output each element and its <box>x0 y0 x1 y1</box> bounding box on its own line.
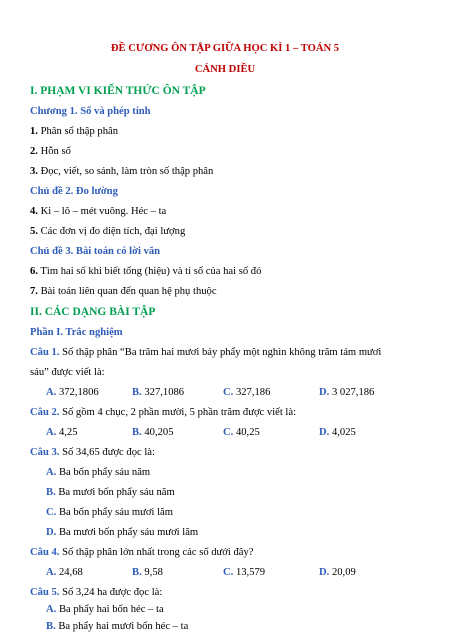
option-c: C. 327,186 <box>223 387 271 398</box>
option-b: B. 9,58 <box>132 567 163 578</box>
list-item: 6. Tìm hai số khi biết tổng (hiệu) và tỉ số của hai số đó <box>30 266 262 277</box>
chapter-heading-1: Chương 1. Số và phép tính <box>30 106 151 117</box>
list-item: 5. Các đơn vị đo diện tích, đại lượng <box>30 226 186 237</box>
topic-heading-2: Chủ đề 2. Đo lường <box>30 186 118 197</box>
part-heading-multiple-choice: Phần I. Trắc nghiệm <box>30 327 123 338</box>
topic-heading-3: Chủ đề 3. Bài toán có lời văn <box>30 246 161 257</box>
list-item: 3. Đọc, viết, so sánh, làm tròn số thập phân <box>30 166 214 177</box>
option-c: C. 40,25 <box>223 427 260 438</box>
document-title: ĐỀ CƯƠNG ÔN TẬP GIỮA HỌC KÌ 1 – TOÁN 5 <box>110 43 340 54</box>
option-d: D. Ba mươi bốn phẩy sáu mươi lăm <box>46 527 199 538</box>
option-a: A. 372,1806 <box>46 387 99 398</box>
list-item: 7. Bài toán liên quan đến quan hệ phụ thuộc <box>30 286 217 297</box>
option-c: C. Ba bốn phẩy sáu mươi lăm <box>46 507 173 518</box>
question-label: Câu 1. <box>30 347 60 358</box>
question-label: Câu 2. <box>30 407 60 418</box>
question-5-text: Câu 5. Số 3,24 ha được đọc là: <box>30 587 163 598</box>
option-d: D. 3 027,186 <box>319 387 375 398</box>
option-a: A. Ba phẩy hai bốn héc – ta <box>46 604 164 615</box>
option-b: B. Ba mươi bốn phẩy sáu năm <box>46 487 175 498</box>
option-b: B. Ba phẩy hai mươi bốn héc – ta <box>46 621 189 632</box>
document-subtitle: CÁNH DIỀU <box>194 64 256 75</box>
question-1-text-cont: sáu” được viết là: <box>30 367 105 378</box>
option-b: B. 40,205 <box>132 427 174 438</box>
option-d: D. 4,025 <box>319 427 356 438</box>
section-heading-scope: I. PHẠM VI KIẾN THỨC ÔN TẬP <box>30 85 206 97</box>
section-heading-exercises: II. CÁC DẠNG BÀI TẬP <box>30 306 156 318</box>
option-a: A. Ba bốn phẩy sáu năm <box>46 467 151 478</box>
option-d: D. 20,09 <box>319 567 356 578</box>
question-2-text: Câu 2. Số gồm 4 chục, 2 phần mười, 5 phần trăm được viết là: <box>30 407 297 418</box>
question-label: Câu 4. <box>30 547 60 558</box>
option-a: A. 4,25 <box>46 427 78 438</box>
option-a: A. 24,68 <box>46 567 83 578</box>
option-b: B. 327,1086 <box>132 387 185 398</box>
question-label: Câu 5. <box>30 587 60 598</box>
option-c: C. 13,579 <box>223 567 266 578</box>
question-label: Câu 3. <box>30 447 60 458</box>
question-4-text: Câu 4. Số thập phân lớn nhất trong các số dưới đây? <box>30 547 254 558</box>
list-item: 4. Ki – lô – mét vuông. Héc – ta <box>30 206 167 217</box>
list-item: 2. Hỗn số <box>30 146 71 157</box>
question-3-text: Câu 3. Số 34,65 được đọc là: <box>30 447 155 458</box>
question-1-text: Câu 1. Số thập phân “Ba trăm hai mươi bảy phẩy một nghìn không trăm tám mươi <box>30 347 382 358</box>
list-item: 1. Phân số thập phân <box>30 126 118 137</box>
